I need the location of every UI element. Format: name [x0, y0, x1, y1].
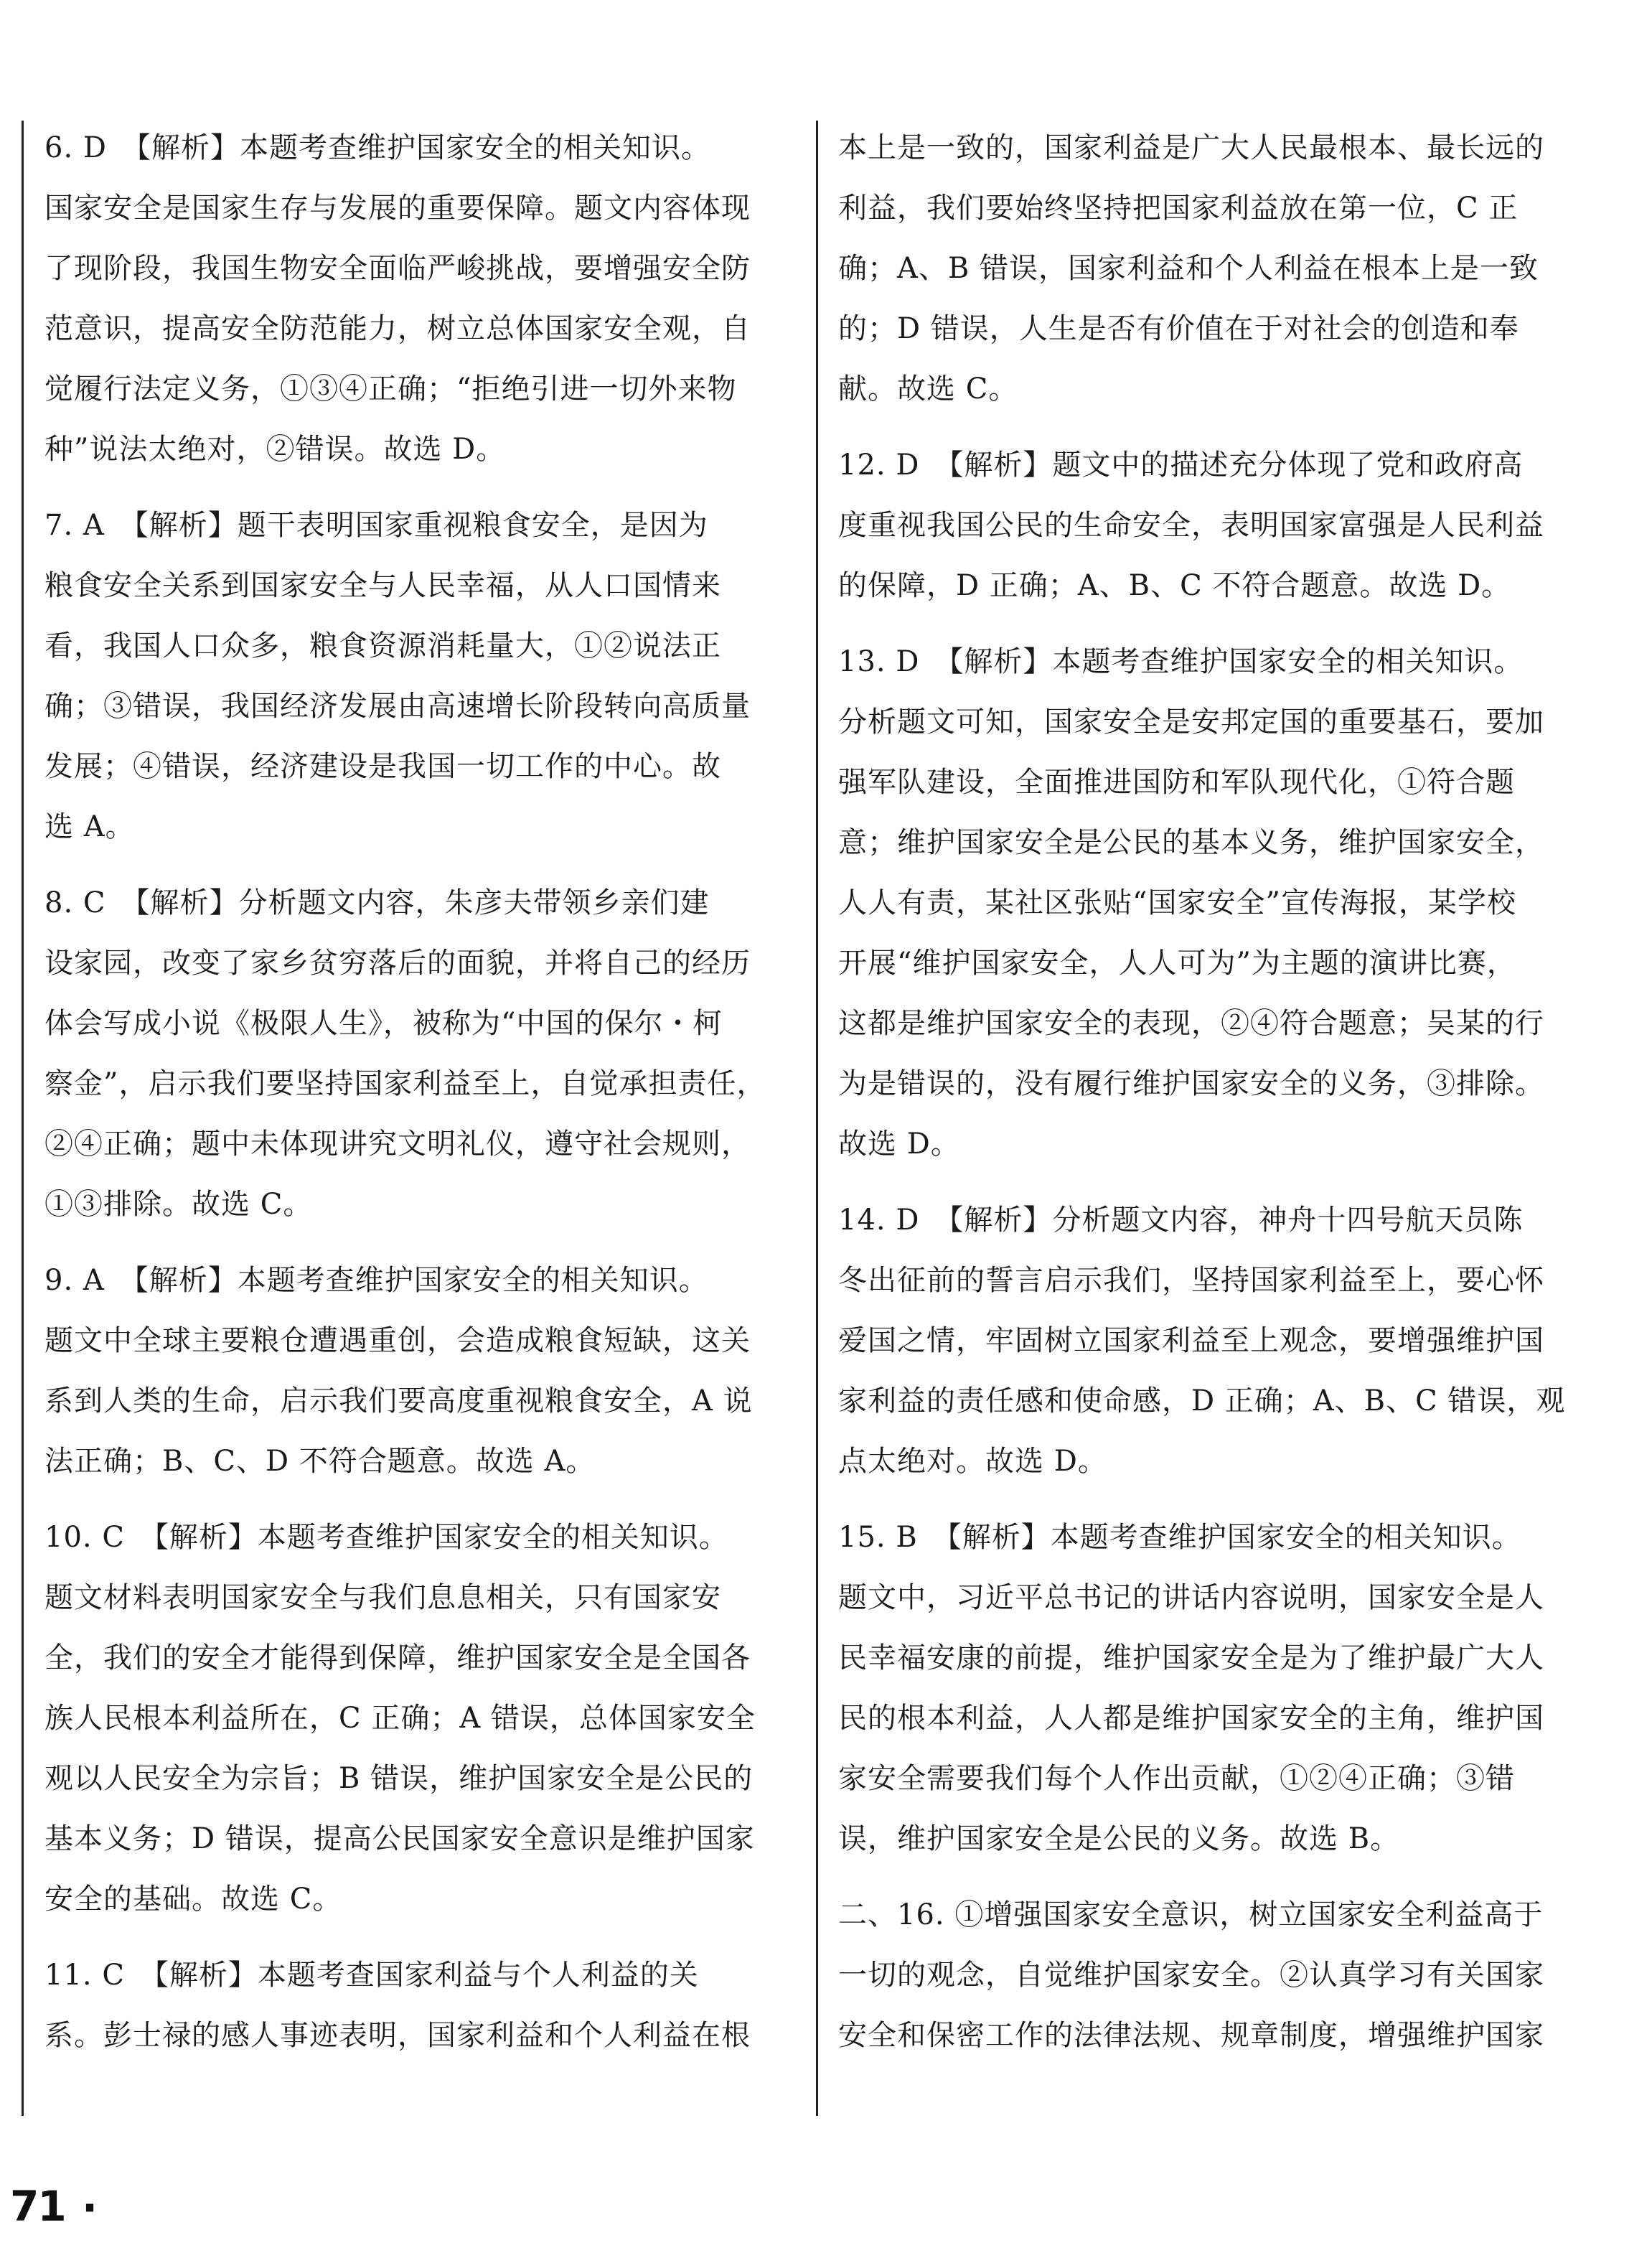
answer-line: 冬出征前的誓言启示我们，坚持国家利益至上，要心怀: [838, 1264, 1544, 1297]
answer-item: [44, 495, 798, 857]
answer-item: [44, 1507, 798, 1929]
answer-line: 的保障，D 正确；A、B、C 不符合题意。故选 D。: [838, 569, 1511, 602]
answer-line: 国家安全是国家生存与发展的重要保障。题文内容体现: [44, 192, 751, 225]
answer-line: 观以人民安全为宗旨；B 错误，维护国家安全是公民的: [44, 1762, 754, 1795]
answer-line: 一切的观念，自觉维护国家安全。②认真学习有关国家: [838, 1959, 1544, 1992]
answer-item: [838, 435, 1592, 616]
answer-line: 6. D 【解析】本题考查维护国家安全的相关知识。: [44, 131, 710, 164]
answer-line: 献。故选 C。: [838, 372, 1018, 406]
answer-line: 分析题文可知，国家安全是安邦定国的重要基石，要加: [838, 706, 1544, 739]
answer-line: 题文中，习近平总书记的讲话内容说明，国家安全是人: [838, 1581, 1544, 1614]
answer-line: 基本义务；D 错误，提高公民国家安全意识是维护国家: [44, 1822, 755, 1855]
answer-line: 范意识，提高安全防范能力，树立总体国家安全观，自: [44, 312, 751, 345]
center-column-rule: [816, 121, 818, 2116]
answer-line: 确；③错误，我国经济发展由高速增长阶段转向高质量: [44, 690, 751, 723]
answer-item: [838, 1507, 1592, 1869]
answer-line: 安全和保密工作的法律法规、规章制度，增强维护国家: [838, 2019, 1544, 2052]
answer-line: 误，维护国家安全是公民的义务。故选 B。: [838, 1822, 1400, 1855]
answer-line: 利益，我们要始终坚持把国家利益放在第一位，C 正: [838, 192, 1519, 225]
answer-line: 体会写成小说《极限人生》，被称为“中国的保尔・柯: [44, 1007, 723, 1040]
answer-line: 确；A、B 错误，国家利益和个人利益在根本上是一致: [838, 252, 1539, 285]
answer-line: 故选 D。: [838, 1128, 960, 1161]
answer-line: 看，我国人口众多，粮食资源消耗量大，①②说法正: [44, 629, 721, 662]
page-number-dot: ·: [82, 2183, 98, 2232]
answer-line: 强军队建设，全面推进国防和军队现代化，①符合题: [838, 766, 1515, 799]
answer-item: [838, 632, 1592, 1174]
answer-line: 9. A 【解析】本题考查维护国家安全的相关知识。: [44, 1264, 708, 1297]
answer-line: 为是错误的，没有履行维护国家安全的义务，③排除。: [838, 1067, 1544, 1100]
answer-line: 了现阶段，我国生物安全面临严峻挑战，要增强安全防: [44, 252, 751, 285]
answer-line: 安全的基础。故选 C。: [44, 1883, 342, 1916]
answer-line: 家安全需要我们每个人作出贡献，①②④正确；③错: [838, 1762, 1515, 1795]
answer-line: 民的根本利益，人人都是维护国家安全的主角，维护国: [838, 1702, 1544, 1735]
answer-item: [838, 118, 1592, 419]
answer-line: 发展；④错误，经济建设是我国一切工作的中心。故: [44, 750, 721, 783]
answer-line: 意；维护国家安全是公民的基本义务，维护国家安全，: [838, 826, 1544, 859]
answer-item: [44, 1250, 798, 1491]
answer-line: 家利益的责任感和使命感，D 正确；A、B、C 错误，观: [838, 1384, 1566, 1418]
answer-item: [838, 1190, 1592, 1491]
answer-line: 10. C 【解析】本题考查维护国家安全的相关知识。: [44, 1521, 728, 1554]
answer-line: 15. B 【解析】本题考查维护国家安全的相关知识。: [838, 1521, 1521, 1554]
answer-line: 人人有责，某社区张贴“国家安全”宣传海报，某学校: [838, 886, 1516, 919]
answer-line: 设家园，改变了家乡贫穷落后的面貌，并将自己的经历: [44, 947, 751, 980]
answer-line: 的；D 错误，人生是否有价值在于对社会的创造和奉: [838, 312, 1519, 345]
answer-item: [44, 873, 798, 1234]
answer-line: ①③排除。故选 C。: [44, 1188, 313, 1221]
answer-line: 本上是一致的，国家利益是广大人民最根本、最长远的: [838, 131, 1544, 164]
answer-line: 民幸福安康的前提，维护国家安全是为了维护最广大人: [838, 1641, 1544, 1674]
answer-line: 族人民根本利益所在，C 正确；A 错误，总体国家安全: [44, 1702, 756, 1735]
answer-line: ②④正确；题中未体现讲究文明礼仪，遵守社会规则，: [44, 1128, 751, 1161]
answer-line: 二、16. ①增强国家安全意识，树立国家安全利益高于: [838, 1898, 1544, 1931]
answer-line: 13. D 【解析】本题考查维护国家安全的相关知识。: [838, 645, 1524, 678]
answer-line: 全，我们的安全才能得到保障，维护国家安全是全国各: [44, 1641, 751, 1674]
left-column-rule: [22, 121, 24, 2116]
left-column: [44, 118, 798, 2081]
answer-line: 点太绝对。故选 D。: [838, 1445, 1107, 1478]
answer-item: [44, 1945, 798, 2066]
answer-line: 种”说法太绝对，②错误。故选 D。: [44, 433, 506, 466]
answer-line: 系。彭士禄的感人事迹表明，国家利益和个人利益在根: [44, 2019, 751, 2052]
answer-line: 12. D 【解析】题文中的描述充分体现了党和政府高: [838, 449, 1524, 482]
answer-line: 法正确；B、C、D 不符合题意。故选 A。: [44, 1445, 596, 1478]
answer-line: 察金”，启示我们要坚持国家利益至上，自觉承担责任，: [44, 1067, 766, 1100]
answer-line: 系到人类的生命，启示我们要高度重视粮食安全，A 说: [44, 1384, 753, 1418]
answer-line: 14. D 【解析】分析题文内容，神舟十四号航天员陈: [838, 1204, 1524, 1237]
answer-line: 觉履行法定义务，①③④正确；“拒绝引进一切外来物: [44, 372, 737, 406]
right-column: [838, 118, 1592, 2081]
answer-line: 爱国之情，牢固树立国家利益至上观念，要增强维护国: [838, 1324, 1544, 1357]
answer-line: 这都是维护国家安全的表现，②④符合题意；吴某的行: [838, 1007, 1544, 1040]
answer-item: [44, 118, 798, 479]
answer-line: 开展“维护国家安全，人人可为”为主题的演讲比赛，: [838, 947, 1516, 980]
answer-line: 选 A。: [44, 810, 135, 843]
answer-line: 题文中全球主要粮仓遭遇重创，会造成粮食短缺，这关: [44, 1324, 751, 1357]
answer-line: 7. A 【解析】题干表明国家重视粮食安全，是因为: [44, 509, 708, 542]
page-number: 71: [10, 2182, 65, 2231]
answer-line: 11. C 【解析】本题考查国家利益与个人利益的关: [44, 1959, 699, 1992]
answer-line: 度重视我国公民的生命安全，表明国家富强是人民利益: [838, 509, 1544, 542]
answer-line: 题文材料表明国家安全与我们息息相关，只有国家安: [44, 1581, 721, 1614]
answer-line: 8. C 【解析】分析题文内容，朱彦夫带领乡亲们建: [44, 886, 710, 919]
answer-line: 粮食安全关系到国家安全与人民幸福，从人口国情来: [44, 569, 721, 602]
answer-item: [838, 1885, 1592, 2066]
